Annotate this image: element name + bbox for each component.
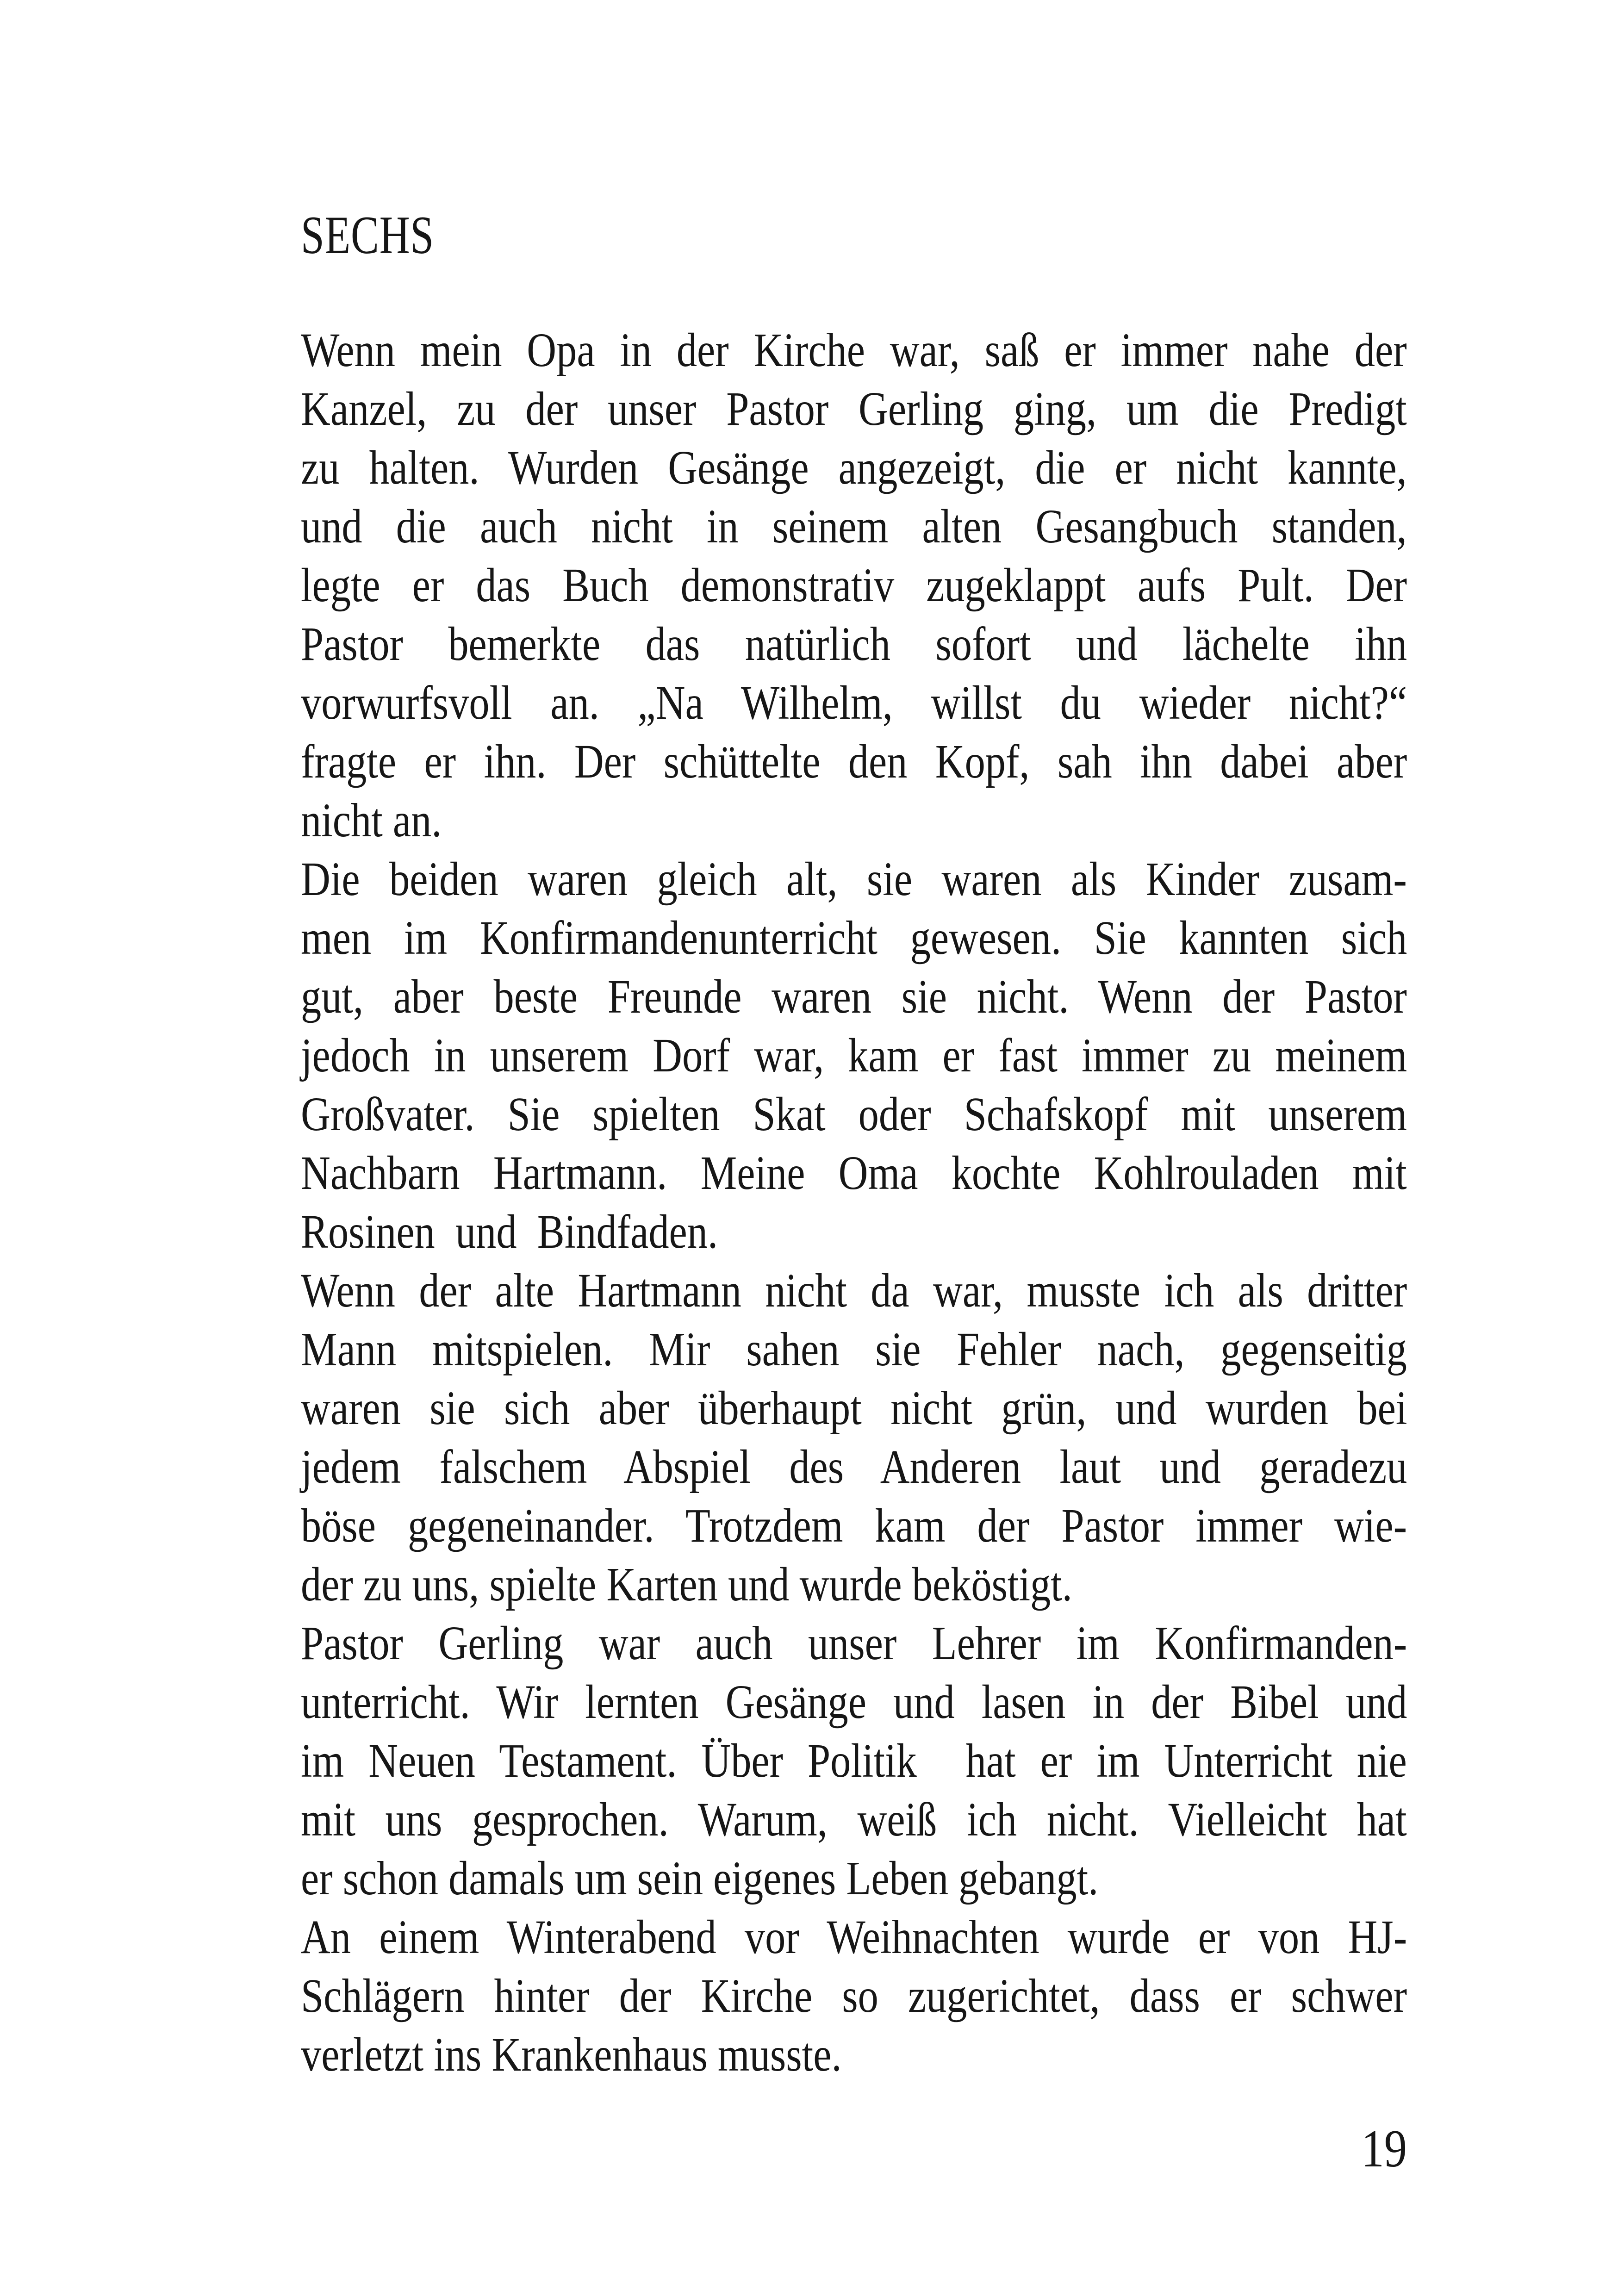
text-line [301, 673, 1407, 732]
text-line-text: zu halten. Wurden Gesänge angezeigt, die er nicht kannte, [301, 441, 1407, 494]
text-line-text: Schlägern hinter der Kirche so zugerichtet, dass er schwer [301, 1969, 1407, 2022]
text-line-text: er schon damals um sein eigenes Leben gebangt. [301, 1852, 1099, 1905]
text-line [301, 1966, 1407, 2025]
text-line-text: jedem falschem Abspiel des Anderen laut und geradezu [301, 1440, 1407, 1493]
text-line [301, 1320, 1407, 1379]
text-line-text: und die auch nicht in seinem alten Gesangbuch standen, [301, 500, 1407, 553]
text-line [301, 321, 1407, 380]
text-line-text: Wenn der alte Hartmann nicht da war, musste ich als dritter [301, 1264, 1407, 1317]
text-line-text: böse gegeneinander. Trotzdem kam der Pastor immer wie- [301, 1499, 1407, 1552]
text-line [301, 1614, 1407, 1673]
text-line [301, 1379, 1407, 1437]
text-line [301, 1673, 1407, 1731]
text-line [301, 1731, 1407, 1790]
text-line-text: Pastor Gerling war auch unser Lehrer im Konfirmanden- [301, 1617, 1407, 1670]
text-line [301, 1261, 1407, 1320]
text-line-text: waren sie sich aber überhaupt nicht grün, und wurden bei [301, 1381, 1407, 1435]
text-line [301, 1026, 1407, 1085]
text-line [301, 967, 1407, 1026]
text-line-text: vorwurfsvoll an. „Na Wilhelm, willst du wieder nicht?“ [301, 676, 1407, 729]
text-line [301, 380, 1407, 438]
body-text [301, 321, 1407, 2084]
chapter-heading-text: SECHS [301, 205, 434, 265]
text-line-text: An einem Winterabend vor Weihnachten wurde er von HJ- [301, 1910, 1407, 1964]
page-number-text: 19 [1361, 2119, 1407, 2178]
text-line-text: gut, aber beste Freunde waren sie nicht. Wenn der Pastor [301, 970, 1407, 1023]
text-line [301, 1790, 1407, 1849]
text-line [301, 850, 1407, 908]
text-line [301, 1908, 1407, 1966]
text-line-text: verletzt ins Krankenhaus musste. [301, 2028, 842, 2081]
text-line [301, 615, 1407, 673]
text-line [301, 1085, 1407, 1144]
text-line-text: unterricht. Wir lernten Gesänge und lasen in der Bibel und [301, 1675, 1407, 1729]
text-line [301, 497, 1407, 556]
text-line [301, 791, 1407, 850]
text-line [301, 438, 1407, 497]
text-line-text: men im Konfirmandenunterricht gewesen. Sie kannten sich [301, 911, 1407, 964]
chapter-heading [301, 205, 472, 266]
text-line-text: fragte er ihn. Der schüttelte den Kopf, sah ihn dabei aber [301, 735, 1407, 788]
text-line-text: Großvater. Sie spielten Skat oder Schafskopf mit unserem [301, 1088, 1407, 1141]
text-line [301, 908, 1407, 967]
text-line-text: Wenn mein Opa in der Kirche war, saß er immer nahe der [301, 324, 1407, 377]
text-line [301, 1437, 1407, 1496]
text-line [301, 732, 1407, 791]
text-line [301, 556, 1407, 615]
text-line [301, 1144, 1407, 1202]
text-line-text: Nachbarn Hartmann. Meine Oma kochte Kohlrouladen mit [301, 1146, 1407, 1200]
text-line [301, 1555, 1407, 1614]
text-line [301, 2025, 1407, 2084]
text-line [301, 1202, 1407, 1261]
text-line-text: Mann mitspielen. Mir sahen sie Fehler nach, gegenseitig [301, 1323, 1407, 1376]
text-line [301, 1849, 1407, 1908]
text-line-text: nicht an. [301, 794, 442, 847]
text-line-text: legte er das Buch demonstrativ zugeklappt aufs Pult. Der [301, 559, 1407, 612]
text-line-text: Rosinen und Bindfaden. [301, 1205, 718, 1258]
text-line-text: jedoch in unserem Dorf war, kam er fast immer zu meinem [301, 1029, 1407, 1082]
page-number [1353, 2118, 1407, 2179]
text-line-text: mit uns gesprochen. Warum, weiß ich nicht. Vielleicht hat [301, 1793, 1407, 1846]
text-line-text: der zu uns, spielte Karten und wurde beköstigt. [301, 1558, 1072, 1611]
text-line-text: Kanzel, zu der unser Pastor Gerling ging, um die Predigt [301, 382, 1407, 436]
text-line-text: im Neuen Testament. Über Politik hat er im Unterricht nie [301, 1734, 1407, 1787]
text-line [301, 1496, 1407, 1555]
text-line-text: Pastor bemerkte das natürlich sofort und lächelte ihn [301, 617, 1407, 671]
text-line-text: Die beiden waren gleich alt, sie waren als Kinder zusam- [301, 852, 1407, 906]
